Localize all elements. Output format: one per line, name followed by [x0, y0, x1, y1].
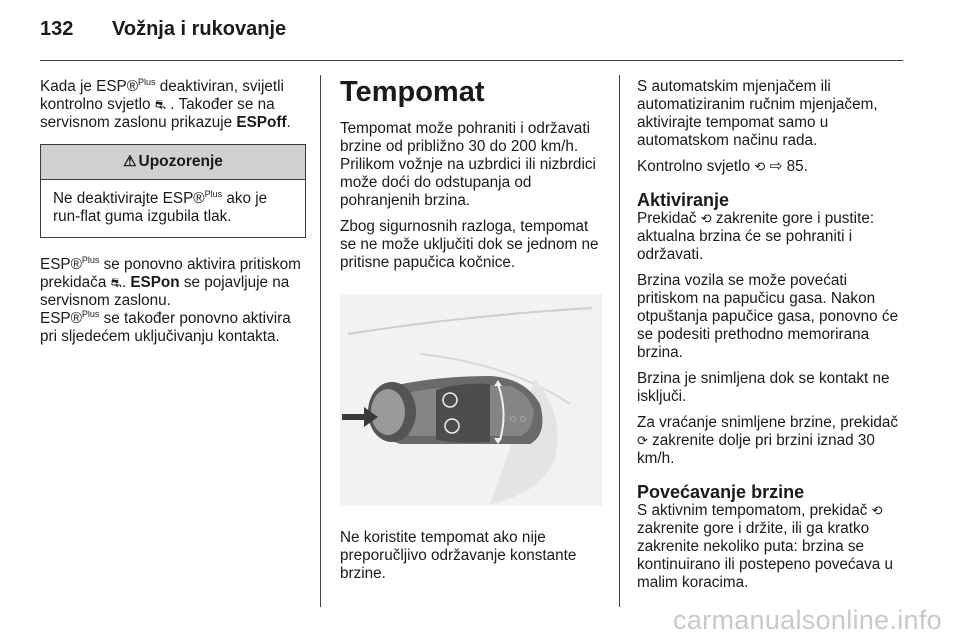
paragraph: Kada je ESP®$^{Plus}$ deaktiviran, svijetli kontrolno svjetlo ⛐ . Također se na servisnom zaslonu prikazuje ESPoff.: [40, 77, 291, 131]
cruise-control-icon: ⟲: [754, 159, 766, 174]
subheading: Povećavanje brzine: [637, 482, 805, 502]
paragraph: S aktivnim tempomatom, prekidač ⟲ zakrenite gore i držite, ili ga kratko zakrenite nekoliko puta: brzina se kontinuirano ili postepeno povećava u malim koracima.: [637, 502, 893, 591]
warning-text: Ne deaktivirajte ESP®$^{Plus}$ ako je run-flat guma izgubila tlak.: [53, 189, 268, 225]
column-right: [637, 78, 903, 600]
column-middle: [340, 76, 605, 591]
cruise-control-icon: ⟲: [871, 503, 883, 518]
paragraph: Brzina vozila se može povećati pritiskom na papučicu gasa. Nakon otpuštanja papučice gasa, ponovno će se podesiti prethodno memorirana brzina.: [637, 272, 899, 361]
page-header: [40, 18, 286, 41]
subheading: Aktiviranje: [637, 190, 730, 210]
paragraph: S automatskim mjenjačem ili automatiziranim ručnim mjenjačem, aktivirajte tempomat samo u automatskom načinu rada.: [637, 78, 878, 149]
paragraph: Brzina je snimljena dok se kontakt ne isključi.: [637, 370, 890, 405]
section-heading: Tempomat: [340, 76, 485, 108]
svg-text:◌ ◌: ◌ ◌: [510, 413, 527, 425]
paragraph: Za vraćanje snimljene brzine, prekidač ⟳ zakrenite dolje pri brzini iznad 30 km/h.: [637, 414, 899, 467]
column-left: [40, 78, 306, 354]
chapter-title: Vožnja i rukovanje: [112, 18, 287, 40]
header-rule: [40, 60, 903, 61]
resume-speed-icon: ⟳: [637, 433, 648, 448]
paragraph: Prekidač ⟲ zakrenite gore i pustite: aktualna brzina će se pohraniti i održavati.: [637, 210, 875, 263]
cruise-control-lever-illustration: [340, 294, 602, 506]
warning-header: ⚠ Upozorenje: [41, 145, 305, 180]
warning-triangle-icon: ⚠: [123, 153, 137, 170]
paragraph: Ne koristite tempomat ako nije preporučljivo održavanje konstante brzine.: [340, 529, 577, 582]
column-divider: [619, 75, 620, 607]
esp-off-icon: ⛐: [154, 97, 167, 112]
page-number: 132: [40, 18, 74, 40]
watermark: carmanualsonline.info: [673, 605, 942, 635]
paragraph: Tempomat može pohraniti i održavati brzine od približno 30 do 200 km/h. Prilikom vožnje na uzbrdici ili nizbrdici može doći do odstupanja od pohranjenih brzina.: [340, 120, 596, 209]
cruise-control-icon: ⟲: [700, 211, 712, 226]
esp-off-icon: ⛐: [110, 275, 122, 290]
paragraph: ESP®$^{Plus}$ se ponovno aktivira pritiskom prekidača ⛐. ESPon se pojavljuje na servisnom zaslonu. ESP®$^{Plus}$ se također ponovno aktivira pri sljedećem uključivanju kontakta.: [40, 255, 301, 345]
page-reference-arrow-icon: ⇨: [769, 158, 783, 175]
warning-box: [40, 144, 306, 238]
paragraph: Kontrolno svjetlo ⟲ ⇨ 85.: [637, 158, 808, 175]
paragraph: Zbog sigurnosnih razloga, tempomat se ne može uključiti dok se jednom ne pritisne papučica kočnice.: [340, 218, 599, 271]
column-divider: [320, 75, 321, 607]
